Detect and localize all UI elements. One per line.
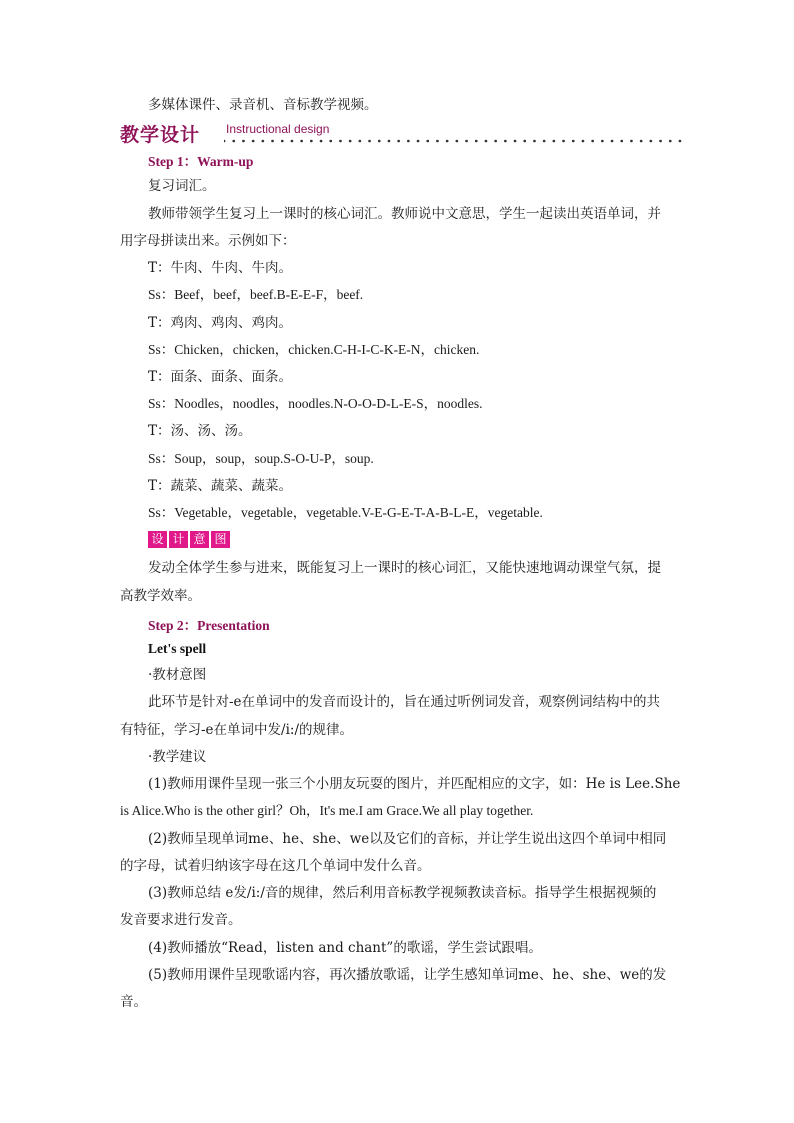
badge-char: 设 [148,531,167,548]
advice-1-line-1: (1)教师用课件呈现一张三个小朋友玩耍的图片，并匹配相应的文字，如：He is Lee.She [148,776,681,792]
step2-sub: Let's spell [148,641,207,656]
design-intent-badge [148,531,230,548]
advice-3-line-1: (3)教师总结 e发/i:/音的规律，然后利用音标教学视频教读音标。指导学生根据视频的 [148,885,657,901]
advice-5-line-1: (5)教师用课件呈现歌谣内容，再次播放歌谣，让学生感知单词me、he、she、we的发 [148,967,667,983]
dotted-rule [224,137,684,145]
advice-2-line-2: 的字母，试着归纳该字母在这几个单词中发什么音。 [120,858,431,874]
dialog-line: T：蔬菜、蔬菜、蔬菜。 [148,478,293,494]
intent-text-2: 高教学效率。 [120,588,201,604]
badge-char: 计 [169,531,188,548]
purpose-text-1: 此环节是针对-e在单词中的发音而设计的，旨在通过听例词发音，观察例词结构中的共 [148,694,661,710]
dialog-line: T：汤、汤、汤。 [148,423,252,439]
step1-desc-2: 用字母拼读出来。示例如下： [120,233,296,249]
purpose-label: ·教材意图 [148,667,207,683]
intent-text-1: 发动全体学生参与进来，既能复习上一课时的核心词汇，又能快速地调动课堂气氛，提 [148,560,661,576]
dialog-line: Ss：Soup，soup，soup.S-O-U-P，soup. [148,451,374,466]
intro-text: 多媒体课件、录音机、音标教学视频。 [148,97,378,113]
advice-1-line-2: is Alice.Who is the other girl？Oh，It's me.I am Grace.We all play together. [120,803,534,818]
step1-desc-1: 教师带领学生复习上一课时的核心词汇。教师说中文意思，学生一起读出英语单词，并 [148,206,661,222]
step1-title: Step 1：Warm-up [148,154,254,169]
badge-char: 图 [211,531,230,548]
advice-5-line-2: 音。 [120,994,147,1010]
dialog-line: Ss：Chicken，chicken，chicken.C-H-I-C-K-E-N，chicken. [148,342,480,357]
dialog-line: Ss：Noodles，noodles，noodles.N-O-O-D-L-E-S，noodles. [148,396,483,411]
step2-title: Step 2：Presentation [148,618,270,633]
advice-4-line-1: (4)教师播放“Read，listen and chant”的歌谣，学生尝试跟唱。 [148,940,542,956]
advice-2-line-1: (2)教师呈现单词me、he、she、we以及它们的音标，并让学生说出这四个单词中相同 [148,831,667,847]
purpose-text-2: 有特征，学习-e在单词中发/i:/的规律。 [120,722,354,738]
step1-sub: 复习词汇。 [148,178,216,194]
section-heading [120,119,684,147]
badge-char: 意 [190,531,209,548]
advice-label: ·教学建议 [148,749,207,765]
section-title: 教学设计 [120,124,201,146]
dialog-line: T：鸡肉、鸡肉、鸡肉。 [148,315,293,331]
advice-3-line-2: 发音要求进行发音。 [120,912,242,928]
dialog-line: Ss：Beef，beef，beef.B-E-E-F，beef. [148,287,364,302]
dialog-line: Ss：Vegetable，vegetable，vegetable.V-E-G-E-T-A-B-L-E，vegetable. [148,505,543,520]
dialog-line: T：牛肉、牛肉、牛肉。 [148,260,293,276]
dialog-line: T：面条、面条、面条。 [148,369,293,385]
section-subtitle: Instructional design [226,122,330,136]
